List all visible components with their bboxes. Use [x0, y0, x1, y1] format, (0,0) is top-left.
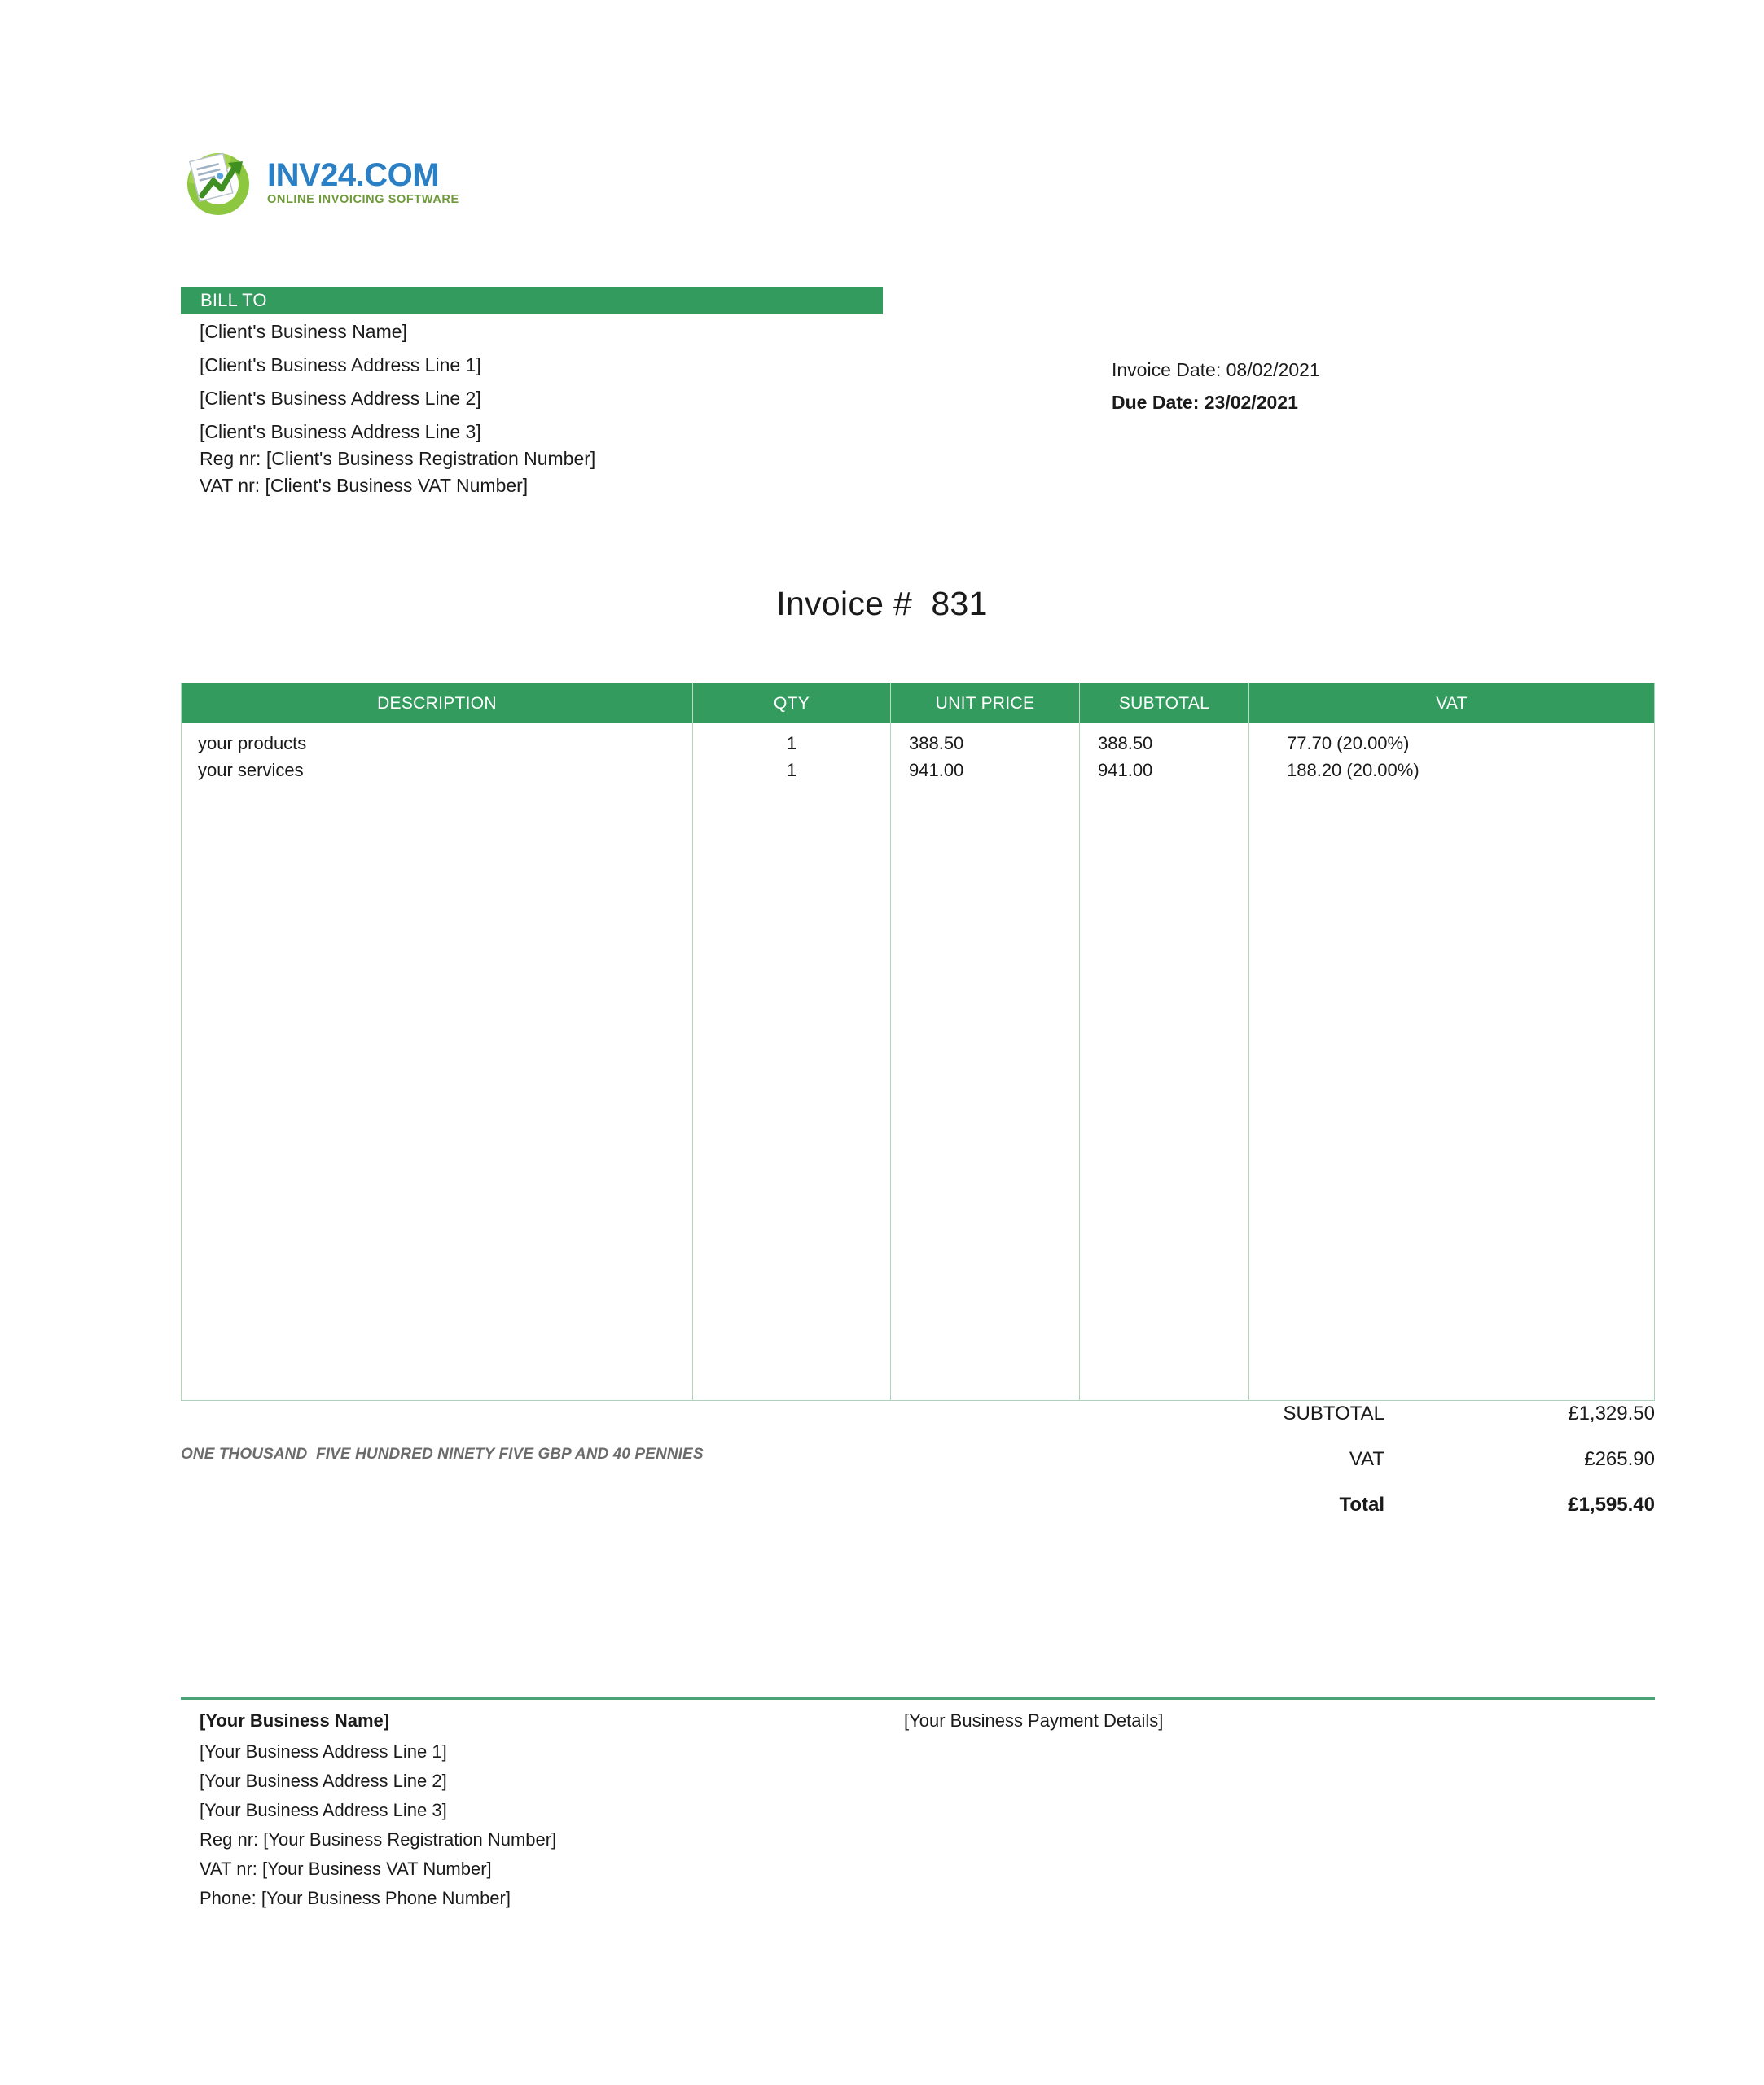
totals-row-total [1124, 1494, 1655, 1517]
due-date: Due Date: 23/02/2021 [1112, 392, 1298, 413]
client-address-line-3: [Client's Business Address Line 3] [200, 421, 481, 442]
bill-to-heading: BILL TO [200, 290, 267, 310]
cell-unit-price: 388.50 [909, 733, 964, 753]
client-business-name: [Client's Business Name] [200, 321, 407, 342]
line-items-table [181, 683, 1655, 1401]
client-address-line-1: [Client's Business Address Line 1] [200, 354, 481, 375]
total-label: Total [1339, 1494, 1384, 1516]
totals-summary [1124, 1402, 1655, 1517]
logo-wordmark: INV24.COM [267, 157, 440, 194]
table-column-vat [1249, 723, 1654, 1400]
payment-details: [Your Business Payment Details] [904, 1710, 1164, 1731]
bill-to-banner [181, 287, 883, 314]
table-column-description [182, 723, 693, 1400]
client-address-line-2: [Client's Business Address Line 2] [200, 388, 481, 409]
subtotal-value: £1,329.50 [1568, 1402, 1655, 1424]
table-column-qty [693, 723, 891, 1400]
total-value: £1,595.40 [1568, 1494, 1655, 1516]
column-header-unit-price: UNIT PRICE [891, 683, 1080, 723]
totals-row-vat [1124, 1448, 1655, 1471]
your-business-vat-number: VAT nr: [Your Business VAT Number] [200, 1859, 492, 1879]
amount-in-words: ONE THOUSAND FIVE HUNDRED NINETY FIVE GBP AND 40 PENNIES [181, 1446, 704, 1463]
client-registration-number: Reg nr: [Client's Business Registration Number] [200, 448, 596, 469]
totals-row-subtotal [1124, 1402, 1655, 1425]
your-business-phone-number: Phone: [Your Business Phone Number] [200, 1888, 511, 1908]
brand-logo [181, 145, 459, 220]
logo-tagline: ONLINE INVOICING SOFTWARE [267, 193, 459, 207]
client-details [200, 323, 932, 495]
inv24-logo-icon [181, 145, 256, 220]
invoice-dates [1112, 361, 1320, 412]
your-business-registration-number: Reg nr: [Your Business Registration Number] [200, 1829, 557, 1850]
cell-vat: 77.70 (20.00%) [1287, 733, 1410, 753]
column-header-vat: VAT [1436, 693, 1468, 713]
column-header-qty: QTY [693, 683, 891, 723]
footer-divider [181, 1697, 1655, 1700]
cell-subtotal: 388.50 [1098, 733, 1153, 753]
your-business-address-line-1: [Your Business Address Line 1] [200, 1741, 447, 1762]
cell-description: your services [198, 760, 304, 780]
client-vat-number: VAT nr: [Client's Business VAT Number] [200, 475, 529, 496]
invoice-title: Invoice # 831 [776, 585, 988, 622]
table-column-subtotal [1080, 723, 1249, 1400]
table-body [182, 723, 1654, 1400]
cell-qty: 1 [786, 733, 797, 753]
vat-label: VAT [1349, 1448, 1384, 1470]
your-business-details [200, 1712, 556, 1907]
cell-unit-price: 941.00 [909, 760, 964, 780]
subtotal-label: SUBTOTAL [1283, 1402, 1384, 1424]
vat-value: £265.90 [1584, 1448, 1655, 1470]
column-header-description: DESCRIPTION [182, 683, 693, 723]
your-business-name: [Your Business Name] [200, 1710, 390, 1731]
your-business-address-line-3: [Your Business Address Line 3] [200, 1800, 447, 1820]
invoice-date: Invoice Date: 08/02/2021 [1112, 359, 1320, 380]
cell-subtotal: 941.00 [1098, 760, 1153, 780]
cell-vat: 188.20 (20.00%) [1287, 760, 1420, 780]
column-header-subtotal: SUBTOTAL [1080, 683, 1249, 723]
table-header-row [182, 683, 1654, 723]
cell-description: your products [198, 733, 307, 753]
your-business-address-line-2: [Your Business Address Line 2] [200, 1771, 447, 1791]
cell-qty: 1 [786, 760, 797, 780]
table-column-unit-price [891, 723, 1080, 1400]
